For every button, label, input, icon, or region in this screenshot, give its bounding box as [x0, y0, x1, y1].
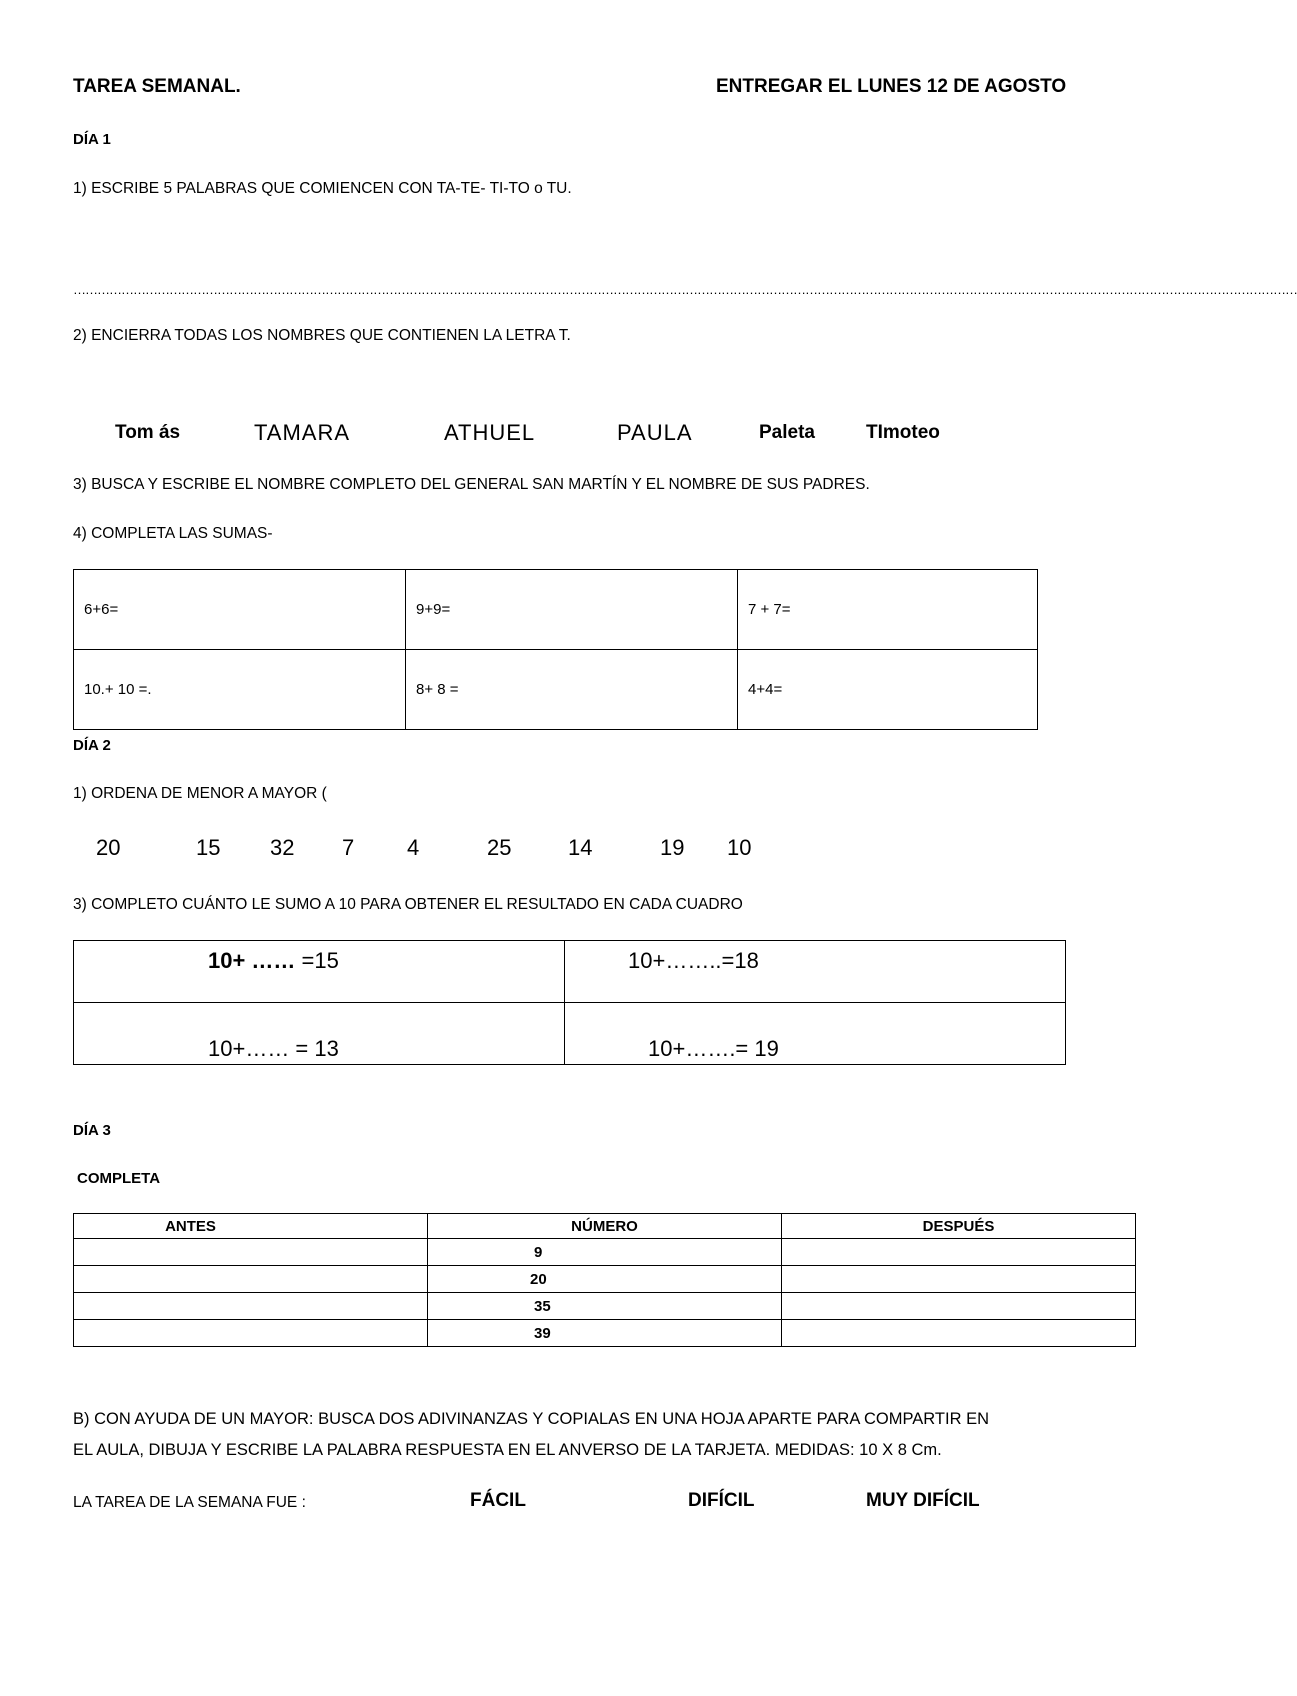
before-cell[interactable] [74, 1293, 428, 1320]
option-very-hard[interactable]: MUY DIFÍCIL [866, 1490, 980, 1511]
number-cell: 35 [428, 1293, 782, 1320]
add-to-ten-table [73, 940, 1066, 1065]
column-header: DESPUÉS [782, 1214, 1136, 1239]
task-b-line-1: B) CON AYUDA DE UN MAYOR: BUSCA DOS ADIVINANZAS Y COPIALAS EN UNA HOJA APARTE PARA COMPARTIR EN [73, 1410, 989, 1428]
number-item: 15 [196, 835, 221, 860]
add-cell-text: 10+…….= 19 [648, 1036, 779, 1061]
number-cell: 20 [428, 1266, 782, 1293]
day1-question-3: 3) BUSCA Y ESCRIBE EL NOMBRE COMPLETO DEL GENERAL SAN MARTÍN Y EL NOMBRE DE SUS PADRES. [73, 476, 870, 493]
table-row [74, 941, 1066, 1003]
add-cell-result: =15 [295, 948, 339, 973]
add-cell [74, 941, 565, 1003]
number-item: 4 [407, 835, 420, 860]
sum-cell: 4+4= [738, 650, 1038, 730]
name-item: Tom ás [115, 422, 181, 443]
after-cell[interactable] [782, 1320, 1136, 1347]
number-item: 32 [270, 835, 295, 860]
table-row [74, 650, 1038, 730]
table-row [74, 570, 1038, 650]
table-row [74, 1266, 1136, 1293]
number-item: 14 [568, 835, 593, 860]
name-item: TAMARA [254, 420, 351, 445]
add-cell-bold: 10+ …… [208, 948, 296, 973]
day2-question-1: 1) ORDENA DE MENOR A MAYOR ( [73, 785, 327, 802]
after-cell[interactable] [782, 1239, 1136, 1266]
option-easy[interactable]: FÁCIL [470, 1490, 526, 1511]
sum-cell: 6+6= [74, 570, 406, 650]
number-item: 10 [727, 835, 752, 860]
number-item: 7 [342, 835, 355, 860]
add-cell [74, 1003, 565, 1065]
table-row [74, 1003, 1066, 1065]
feedback-label: LA TAREA DE LA SEMANA FUE : [73, 1494, 306, 1511]
before-cell[interactable] [74, 1239, 428, 1266]
completa-label: COMPLETA [77, 1170, 161, 1187]
day2-heading: DÍA 2 [73, 737, 111, 754]
day1-question-2: 2) ENCIERRA TODAS LOS NOMBRES QUE CONTIENEN LA LETRA T. [73, 327, 571, 344]
name-item: Paleta [759, 422, 815, 443]
add-cell-text: 10+…… = 13 [208, 1036, 339, 1061]
column-header: NÚMERO [428, 1214, 782, 1239]
number-item: 25 [487, 835, 512, 860]
table-row [74, 1239, 1136, 1266]
task-b-line-2: EL AULA, DIBUJA Y ESCRIBE LA PALABRA RESPUESTA EN EL ANVERSO DE LA TARJETA. MEDIDAS: 10 X 8 Cm. [73, 1441, 942, 1459]
before-cell[interactable] [74, 1320, 428, 1347]
name-item: TImoteo [866, 422, 940, 443]
option-hard[interactable]: DIFÍCIL [688, 1490, 755, 1511]
due-date: ENTREGAR EL LUNES 12 DE AGOSTO [716, 76, 1067, 97]
table-row [74, 1320, 1136, 1347]
add-cell [565, 941, 1066, 1003]
sum-cell: 9+9= [406, 570, 738, 650]
number-cell: 39 [428, 1320, 782, 1347]
after-cell[interactable] [782, 1266, 1136, 1293]
table-header-row [74, 1214, 1136, 1239]
after-cell[interactable] [782, 1293, 1136, 1320]
number-item: 19 [660, 835, 685, 860]
name-item: PAULA [617, 420, 693, 445]
sum-cell: 7 + 7= [738, 570, 1038, 650]
sum-cell: 10.+ 10 =. [74, 650, 406, 730]
sum-cell: 8+ 8 = [406, 650, 738, 730]
name-item: ATHUEL [444, 420, 536, 445]
worksheet-title: TAREA SEMANAL. [73, 76, 241, 97]
number-item: 20 [96, 835, 121, 860]
column-header: ANTES [74, 1214, 428, 1239]
day1-question-1: 1) ESCRIBE 5 PALABRAS QUE COMIENCEN CON TA-TE- TI-TO o TU. [73, 180, 572, 197]
add-cell-text: 10+……..=18 [628, 948, 759, 973]
day1-heading: DÍA 1 [73, 131, 111, 148]
day1-question-4: 4) COMPLETA LAS SUMAS- [73, 525, 273, 542]
answer-line: ……………………………………………………………………………………………………………………………………………………………………………………………………………………………………………………………………………… [73, 282, 1297, 297]
sequence-table [73, 1213, 1136, 1347]
before-cell[interactable] [74, 1266, 428, 1293]
number-cell: 9 [428, 1239, 782, 1266]
sums-table [73, 569, 1038, 730]
day2-question-3: 3) COMPLETO CUÁNTO LE SUMO A 10 PARA OBTENER EL RESULTADO EN CADA CUADRO [73, 896, 743, 913]
table-row [74, 1293, 1136, 1320]
day3-heading: DÍA 3 [73, 1122, 111, 1139]
